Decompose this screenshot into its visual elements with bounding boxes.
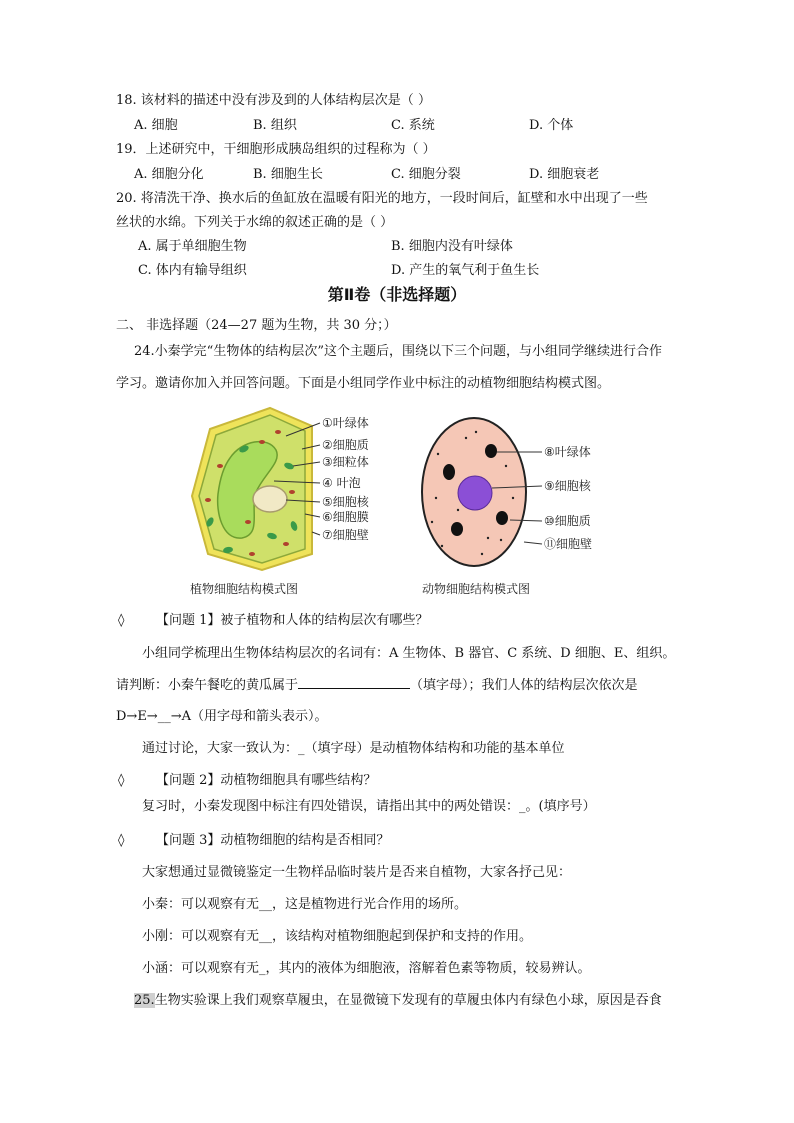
q18-option-a: A. 细胞 [134,118,178,133]
problem3-text4: 小涵：可以观察有无_，其内的液体为细胞液，溶解着色素等物质，较易辨认。 [142,961,591,976]
q25-line [134,992,662,1010]
q20-option-a: A. 属于单细胞生物 [138,239,247,254]
bullet-2: ◊ [118,773,125,788]
problem1-text3: D→E→__→A（用字母和箭头表示）。 [116,709,328,724]
q19-option-a: A. 细胞分化 [134,167,204,182]
q24-intro-line1: 24.小秦学完“生物体的结构层次”这个主题后，围绕以下三个问题，与小组同学继续进行合作 [134,344,662,359]
problem3-text3: 小刚：可以观察有无__，该结构对植物细胞起到保护和支持的作用。 [142,929,533,944]
problem1-text4: 通过讨论，大家一致认为：_（填字母）是动植物体结构和功能的基本单位 [142,741,565,756]
mitochondrion [283,542,289,546]
plant-label-6: ⑥细胞膜 [322,510,369,524]
section-heading: 二、 非选择题（24—27 题为生物，共 30 分；） [116,318,397,333]
q19-option-c: C. 细胞分裂 [391,167,461,182]
plant-label-1: ①叶绿体 [322,416,369,430]
plant-label-7: ⑦细胞壁 [322,528,369,542]
organelle-dot [496,511,508,525]
animal-nucleus-shape [458,476,492,510]
animal-label-10: ⑩细胞质 [544,514,591,528]
q20-option-d: D. 产生的氧气利于鱼生长 [391,263,540,278]
bullet-1: ◊ [118,613,125,628]
q25-text: 生物实验课上我们观察草履虫，在显微镜下发现有的草履虫体内有绿色小球，原因是吞食 [154,993,662,1008]
plant-label-4: ④ 叶泡 [322,476,361,490]
q20-stem-line2: 丝状的水绵。下列关于水绵的叙述正确的是（ ） [116,215,394,230]
q20-option-b: B. 细胞内没有叶绿体 [391,239,513,254]
problem1-text2b: （填字母）；我们人体的结构层次依次是 [410,678,638,693]
organelle-dot [451,522,463,536]
plant-label-3: ③细粒体 [322,455,369,469]
q18-option-b: B. 组织 [253,118,297,133]
problem3-text2: 小秦：可以观察有无__，这是植物进行光合作用的场所。 [142,897,468,912]
problem3-text1: 大家想通过显微镜鉴定一生物样品临时装片是否来自植物，大家各抒己见： [142,865,572,880]
plant-label-5: ⑤细胞核 [322,495,369,509]
animal-cell-diagram [418,414,608,574]
problem2-text: 复习时，小秦发现图中标注有四处错误，请指出其中的两处错误：_。(填序号） [142,799,596,814]
mitochondrion [217,464,223,468]
plant-caption: 植物细胞结构模式图 [190,582,299,596]
q18-option-d: D. 个体 [529,118,574,133]
problem3-title: 【问题 3】动植物细胞的结构是否相同？ [156,833,390,848]
q18-stem: 18. 该材料的描述中没有涉及到的人体结构层次是（ ） [116,93,431,108]
problem1-text2a: 请判断：小秦午餐吃的黄瓜属于 [116,678,299,693]
q19-option-d: D. 细胞衰老 [529,167,600,182]
problem2-title: 【问题 2】动植物细胞具有哪些结构？ [156,773,377,788]
plant-cell-diagram [190,404,400,576]
problem1-text1: 小组同学梳理出生物体结构层次的名词有：A 生物体、B 器官、C 系统、D 细胞、E、组织。 [142,646,676,661]
problem1-title: 【问题 1】被子植物和人体的结构层次有哪些？ [156,613,429,628]
mitochondrion [275,430,281,434]
answer-blank[interactable] [298,676,410,689]
organelle-dot [485,444,497,458]
organelle-dot [443,464,455,480]
q19-stem: 19．上述研究中，干细胞形成胰岛组织的过程称为（ ） [116,142,436,157]
part2-title: 第Ⅱ卷（非选择题） [327,285,467,304]
mitochondrion [249,552,255,556]
q18-option-c: C. 系统 [391,118,435,133]
animal-label-9: ⑨细胞核 [544,479,591,493]
q19-option-b: B. 细胞生长 [253,167,323,182]
mitochondrion [205,498,211,502]
mitochondrion [289,490,295,494]
q24-intro-line2: 学习。邀请你加入并回答问题。下面是小组同学作业中标注的动植物细胞结构模式图。 [116,376,611,391]
q20-option-c: C. 体内有输导组织 [138,263,247,278]
animal-caption: 动物细胞结构模式图 [422,582,531,596]
plant-label-2: ②细胞质 [322,438,369,452]
mitochondrion [259,440,265,444]
animal-label-11: ⑪细胞壁 [544,537,593,551]
mitochondrion [245,520,251,524]
q20-stem-line1: 20. 将清洗干净、换水后的鱼缸放在温暖有阳光的地方，一段时间后，缸壁和水中出现了一些 [116,191,648,206]
animal-label-8: ⑧叶绿体 [544,445,591,459]
q25-number: 25. [134,993,155,1008]
problem1-text2 [116,676,638,695]
bullet-3: ◊ [118,833,125,848]
nucleus-shape [253,486,287,512]
